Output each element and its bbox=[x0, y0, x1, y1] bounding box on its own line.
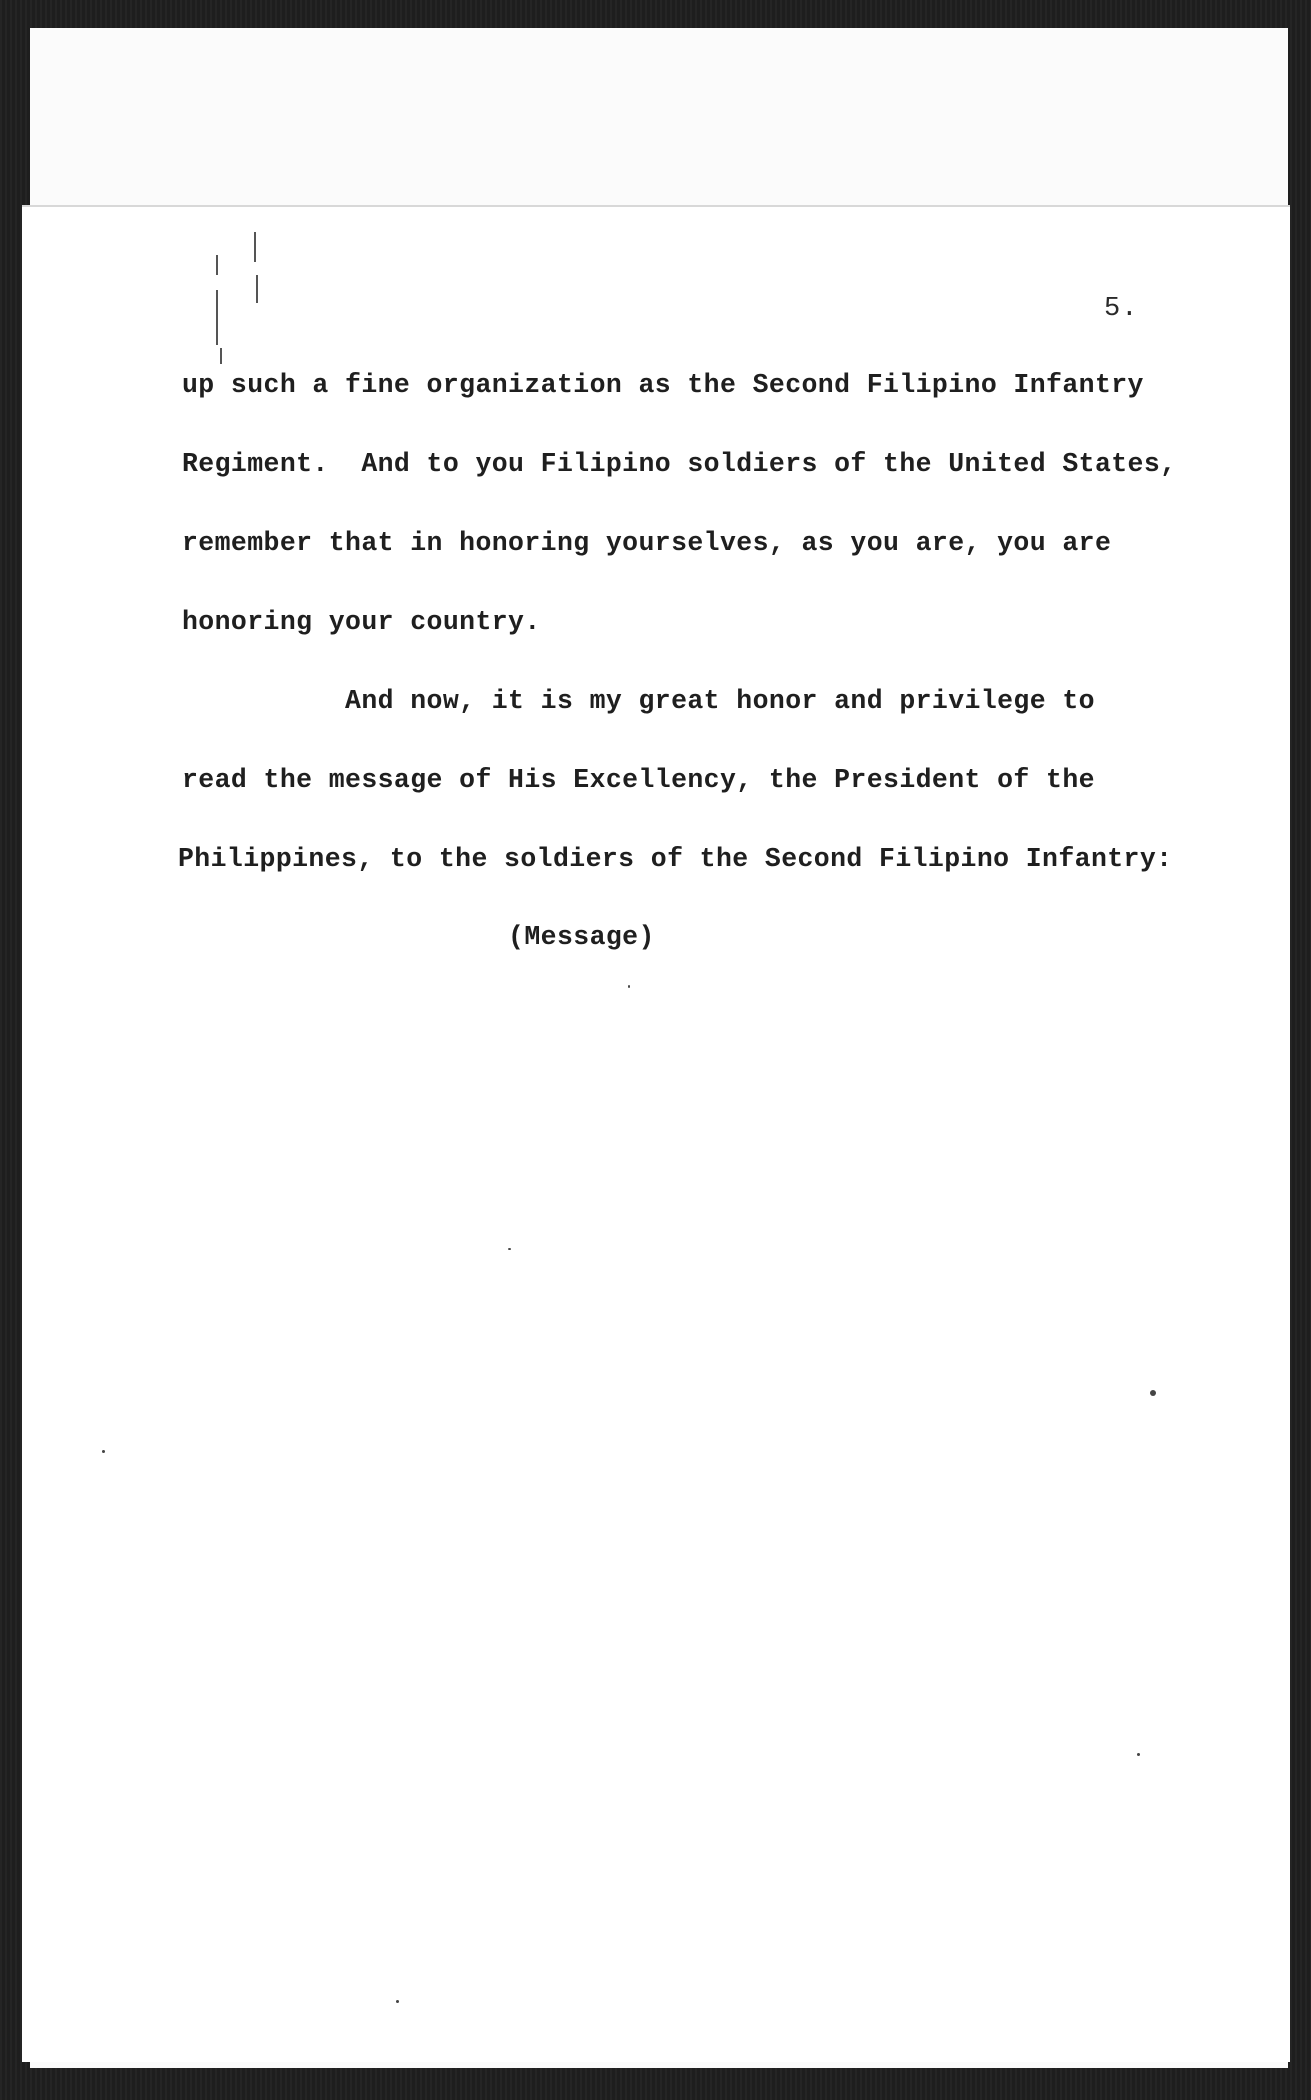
speck bbox=[102, 1450, 105, 1453]
body-line: up such a fine organization as the Second Filipino Infantry bbox=[182, 370, 1144, 400]
speck bbox=[508, 1248, 511, 1250]
body-line: remember that in honoring yourselves, as you are, you are bbox=[182, 528, 1112, 558]
page-number: 5. bbox=[1104, 294, 1139, 324]
margin-mark bbox=[216, 255, 218, 275]
document-page bbox=[22, 205, 1290, 2062]
speck bbox=[396, 2000, 399, 2003]
margin-mark bbox=[254, 232, 256, 262]
speck bbox=[1150, 1390, 1156, 1396]
body-line: (Message) bbox=[182, 922, 655, 952]
speck bbox=[1137, 1753, 1140, 1756]
margin-mark bbox=[256, 275, 258, 303]
body-line: Philippines, to the soldiers of the Second Filipino Infantry: bbox=[178, 844, 1173, 874]
margin-mark bbox=[220, 348, 222, 364]
margin-mark bbox=[216, 290, 218, 345]
body-line: And now, it is my great honor and privilege to bbox=[182, 686, 1095, 716]
body-line: honoring your country. bbox=[182, 607, 541, 637]
speck bbox=[628, 985, 630, 988]
body-line: read the message of His Excellency, the President of the bbox=[182, 765, 1095, 795]
body-line: Regiment. And to you Filipino soldiers of the United States, bbox=[182, 449, 1177, 479]
